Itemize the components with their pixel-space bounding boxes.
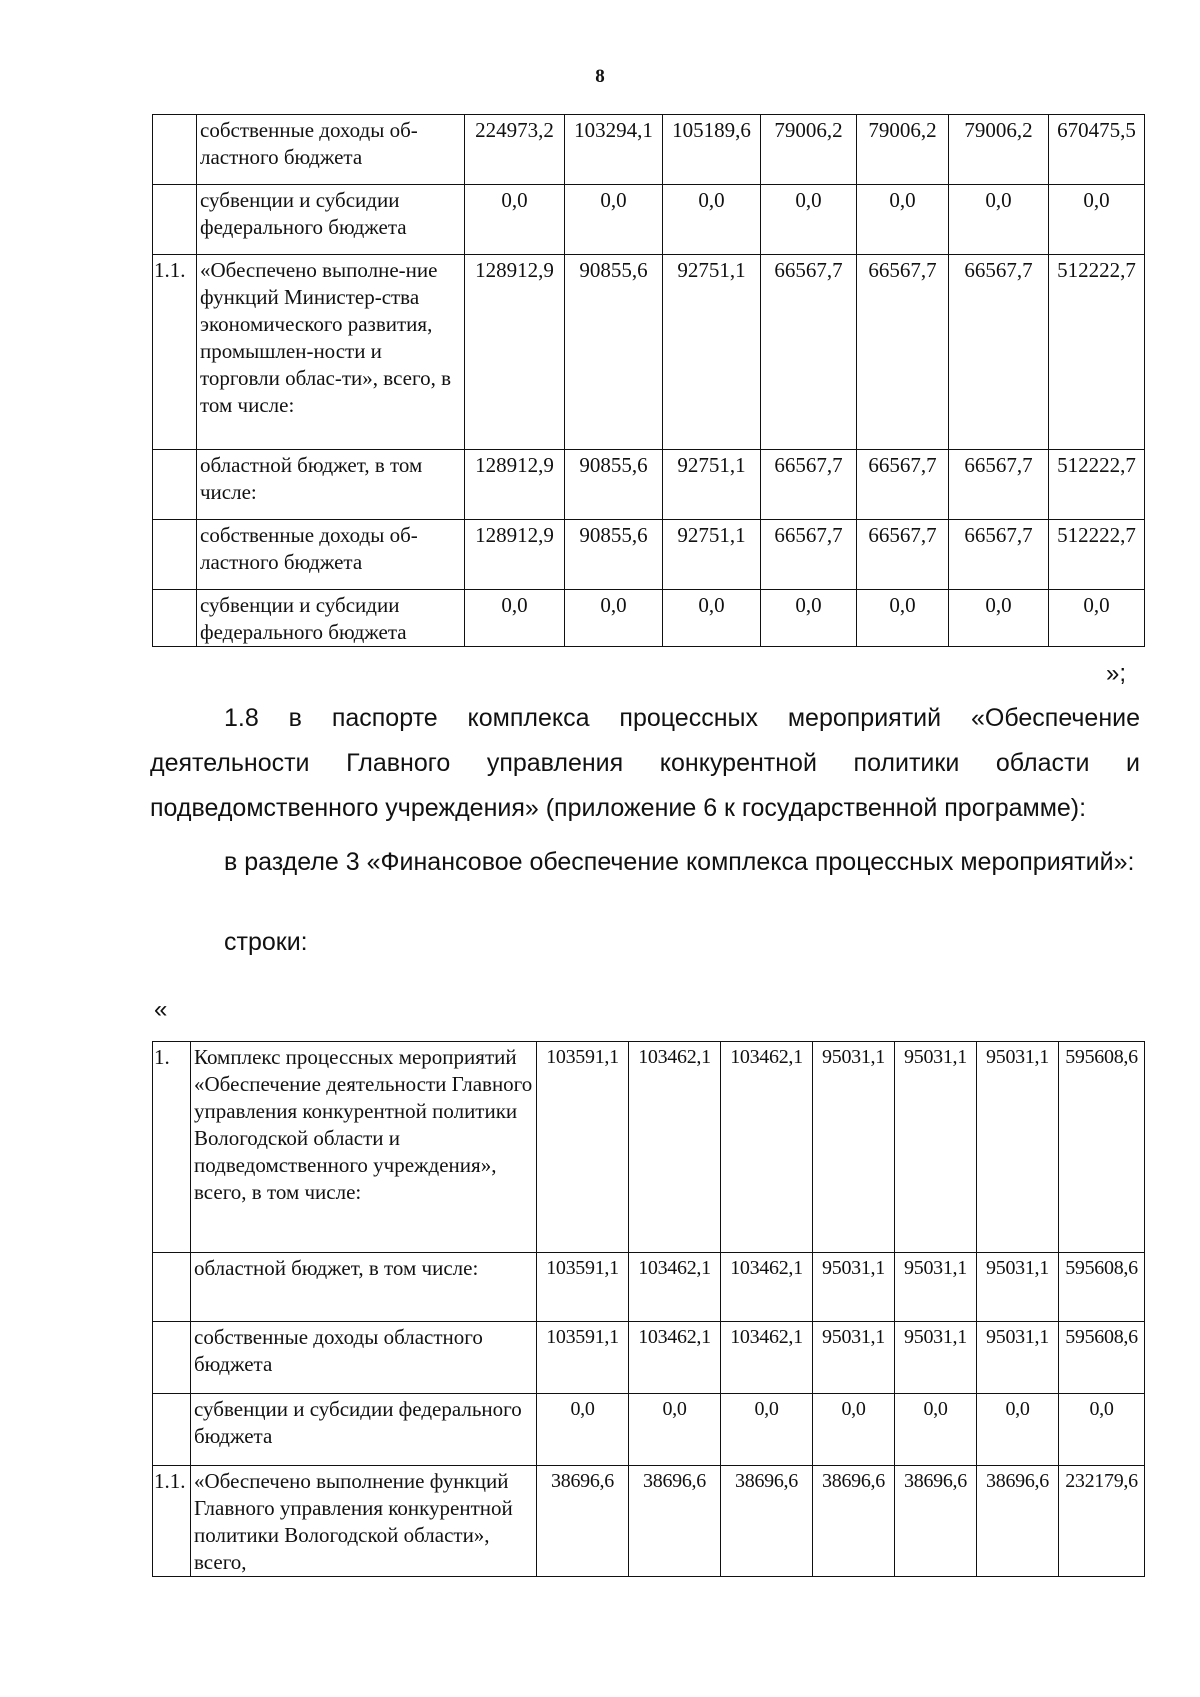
- value-cell: 79006,2: [857, 115, 949, 185]
- value-cell: 103294,1: [565, 115, 663, 185]
- row-index: 1.1.: [153, 255, 197, 450]
- table-row: [153, 1322, 1145, 1394]
- value-cell: 105189,6: [663, 115, 761, 185]
- table-row: [153, 1042, 1145, 1253]
- value-cell: 0,0: [857, 185, 949, 255]
- value-cell: 66567,7: [949, 450, 1049, 520]
- value-cell: 103462,1: [721, 1322, 813, 1394]
- value-cell: 595608,6: [1059, 1322, 1145, 1394]
- value-cell: 103462,1: [629, 1322, 721, 1394]
- financing-table-1: [152, 114, 1145, 647]
- value-cell: 92751,1: [663, 520, 761, 590]
- value-cell: 79006,2: [949, 115, 1049, 185]
- table-row: [153, 520, 1145, 590]
- table2-body: [153, 1042, 1145, 1577]
- table-row: [153, 590, 1145, 647]
- table-row: [153, 185, 1145, 255]
- row-index: [153, 1322, 191, 1394]
- value-cell: 95031,1: [895, 1253, 977, 1322]
- value-cell: 670475,5: [1049, 115, 1145, 185]
- value-cell: 38696,6: [537, 1466, 629, 1577]
- table-row: [153, 450, 1145, 520]
- value-cell: 0,0: [857, 590, 949, 647]
- row-label: субвенции и субсидии федерального бюджета: [197, 590, 465, 647]
- value-cell: 95031,1: [813, 1253, 895, 1322]
- value-cell: 103462,1: [629, 1042, 721, 1253]
- row-label: «Обеспечено выполнение функций Главного управления конкурентной политики Вологодской области», всего,: [191, 1466, 537, 1577]
- value-cell: 0,0: [1049, 590, 1145, 647]
- value-cell: 103462,1: [721, 1042, 813, 1253]
- table-row: [153, 255, 1145, 450]
- value-cell: 103591,1: [537, 1253, 629, 1322]
- value-cell: 90855,6: [565, 520, 663, 590]
- row-index: [153, 590, 197, 647]
- value-cell: 103591,1: [537, 1042, 629, 1253]
- row-label: субвенции и субсидии федерального бюджета: [191, 1394, 537, 1466]
- value-cell: 66567,7: [761, 255, 857, 450]
- row-label: собственные доходы об-ластного бюджета: [197, 115, 465, 185]
- page-number: 8: [595, 66, 605, 87]
- value-cell: 103462,1: [629, 1253, 721, 1322]
- row-index: [153, 520, 197, 590]
- value-cell: 0,0: [977, 1394, 1059, 1466]
- value-cell: 79006,2: [761, 115, 857, 185]
- table-row: [153, 1466, 1145, 1577]
- value-cell: 0,0: [895, 1394, 977, 1466]
- row-label: Комплекс процессных мероприятий «Обеспечение деятельности Главного управления конкурентной политики Вологодской области и подведомственного учреждения», всего, в том числе:: [191, 1042, 537, 1253]
- value-cell: 0,0: [761, 590, 857, 647]
- value-cell: 66567,7: [857, 450, 949, 520]
- value-cell: 90855,6: [565, 450, 663, 520]
- value-cell: 95031,1: [977, 1322, 1059, 1394]
- row-label: собственные доходы об-ластного бюджета: [197, 520, 465, 590]
- value-cell: 38696,6: [629, 1466, 721, 1577]
- value-cell: 0,0: [949, 590, 1049, 647]
- value-cell: 66567,7: [857, 255, 949, 450]
- financing-table-2: [152, 1041, 1145, 1577]
- value-cell: 38696,6: [895, 1466, 977, 1577]
- value-cell: 128912,9: [465, 255, 565, 450]
- value-cell: 66567,7: [857, 520, 949, 590]
- value-cell: 95031,1: [895, 1322, 977, 1394]
- value-cell: 0,0: [629, 1394, 721, 1466]
- table1-body: [153, 115, 1145, 647]
- closing-quote-mark: »;: [1106, 660, 1127, 687]
- value-cell: 95031,1: [977, 1253, 1059, 1322]
- row-label: собственные доходы областного бюджета: [191, 1322, 537, 1394]
- value-cell: 92751,1: [663, 450, 761, 520]
- value-cell: 0,0: [721, 1394, 813, 1466]
- row-index: 1.: [153, 1042, 191, 1253]
- value-cell: 512222,7: [1049, 520, 1145, 590]
- value-cell: 92751,1: [663, 255, 761, 450]
- value-cell: 95031,1: [895, 1042, 977, 1253]
- value-cell: 0,0: [813, 1394, 895, 1466]
- row-index: [153, 185, 197, 255]
- row-label: «Обеспечено выполне-ние функций Министер-ства экономического развития, промышлен-ности и торговли облас-ти», всего, в том числе:: [197, 255, 465, 450]
- value-cell: 0,0: [663, 185, 761, 255]
- value-cell: 128912,9: [465, 450, 565, 520]
- value-cell: 95031,1: [813, 1042, 895, 1253]
- table-row: [153, 1394, 1145, 1466]
- opening-quote-mark: «: [154, 996, 168, 1023]
- row-label: областной бюджет, в том числе:: [191, 1253, 537, 1322]
- value-cell: 90855,6: [565, 255, 663, 450]
- value-cell: 595608,6: [1059, 1042, 1145, 1253]
- value-cell: 0,0: [761, 185, 857, 255]
- value-cell: 595608,6: [1059, 1253, 1145, 1322]
- row-index: [153, 115, 197, 185]
- value-cell: 38696,6: [721, 1466, 813, 1577]
- value-cell: 0,0: [537, 1394, 629, 1466]
- value-cell: 0,0: [663, 590, 761, 647]
- value-cell: 38696,6: [977, 1466, 1059, 1577]
- paragraph-section-1-8: 1.8 в паспорте комплекса процессных мероприятий «Обеспечение деятельности Главного управления конкурентной политики области и подведомственного учреждения» (приложение 6 к государственной программе):: [150, 704, 1140, 822]
- value-cell: 232179,6: [1059, 1466, 1145, 1577]
- value-cell: 224973,2: [465, 115, 565, 185]
- paragraph-rows-label: строки:: [224, 928, 308, 956]
- row-label: субвенции и субсидии федерального бюджета: [197, 185, 465, 255]
- row-index: 1.1.: [153, 1466, 191, 1577]
- value-cell: 512222,7: [1049, 450, 1145, 520]
- value-cell: 66567,7: [761, 450, 857, 520]
- value-cell: 66567,7: [949, 255, 1049, 450]
- row-label: областной бюджет, в том числе:: [197, 450, 465, 520]
- value-cell: 103462,1: [721, 1253, 813, 1322]
- value-cell: 0,0: [465, 185, 565, 255]
- value-cell: 0,0: [565, 590, 663, 647]
- paragraph-section-3: в разделе 3 «Финансовое обеспечение комплекса процессных мероприятий»:: [224, 848, 1135, 876]
- value-cell: 38696,6: [813, 1466, 895, 1577]
- row-index: [153, 1253, 191, 1322]
- value-cell: 128912,9: [465, 520, 565, 590]
- value-cell: 103591,1: [537, 1322, 629, 1394]
- value-cell: 0,0: [1059, 1394, 1145, 1466]
- value-cell: 95031,1: [813, 1322, 895, 1394]
- value-cell: 0,0: [949, 185, 1049, 255]
- value-cell: 66567,7: [949, 520, 1049, 590]
- value-cell: 512222,7: [1049, 255, 1145, 450]
- value-cell: 0,0: [1049, 185, 1145, 255]
- table-row: [153, 1253, 1145, 1322]
- row-index: [153, 450, 197, 520]
- value-cell: 0,0: [465, 590, 565, 647]
- value-cell: 66567,7: [761, 520, 857, 590]
- value-cell: 95031,1: [977, 1042, 1059, 1253]
- table-row: [153, 115, 1145, 185]
- row-index: [153, 1394, 191, 1466]
- value-cell: 0,0: [565, 185, 663, 255]
